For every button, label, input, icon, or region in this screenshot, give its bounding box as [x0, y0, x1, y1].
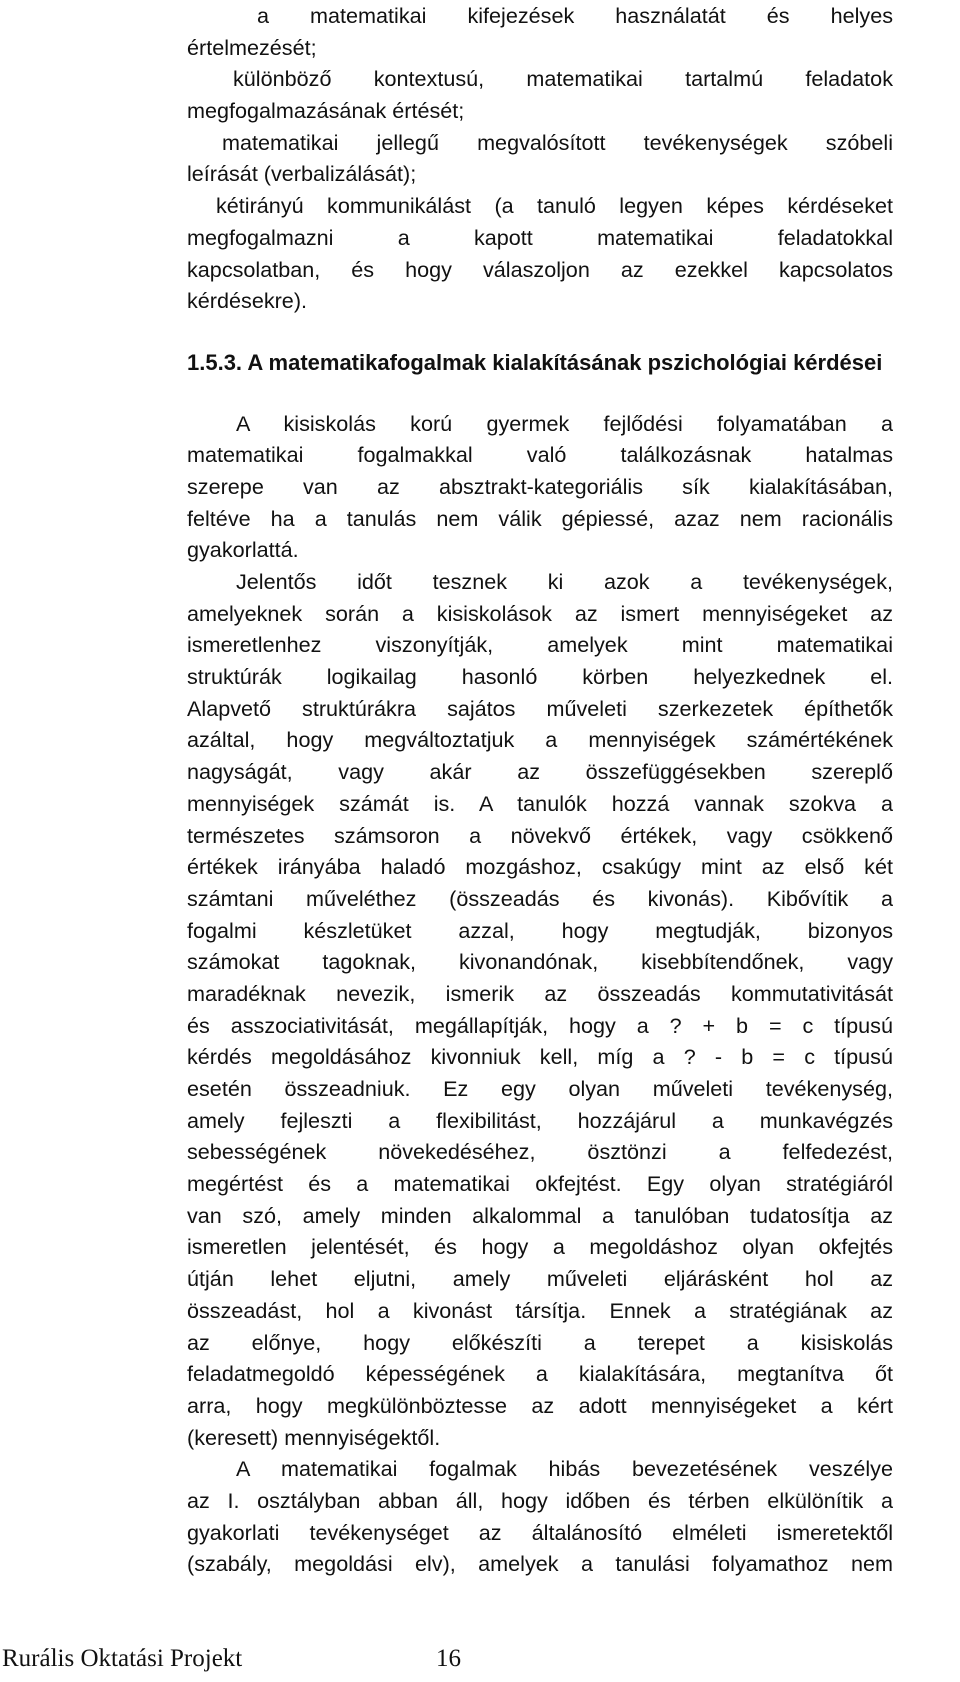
list-line: megfogalmazni a kapott matematikai feladatokkal: [187, 224, 893, 250]
body-line: fogalmi készletüket azzal, hogy megtudják, bizonyos: [187, 917, 893, 943]
body-line: (keresett) mennyiségektől.: [187, 1424, 441, 1450]
body-line: van szó, amely minden alkalommal a tanulóban tudatosítja az: [187, 1202, 893, 1228]
body-line: szerepe van az absztrakt-kategoriális sík kialakításában,: [187, 473, 893, 499]
body-line: sebességének növekedéséhez, ösztönzi a felfedezést,: [187, 1139, 893, 1165]
body-line: A matematikai fogalmak hibás bevezetésének veszélye: [236, 1456, 893, 1482]
list-line: értelmezését;: [187, 34, 317, 60]
body-line: összeadást, hol a kivonást társítja. Ennek a stratégiának az: [187, 1297, 893, 1323]
body-line: és asszociativitását, megállapítják, hogy a ? + b = c típusú: [187, 1012, 893, 1038]
body-line: számtani műveléthez (összeadás és kivonás). Kibővítik a: [187, 885, 893, 911]
body-line: gyakorlattá.: [187, 537, 299, 563]
list-line: kérdésekre).: [187, 288, 308, 314]
body-line: természetes számsoron a növekvő értékek, vagy csökkenő: [187, 822, 893, 848]
page-number: 16: [436, 1645, 461, 1672]
list-line: különböző kontextusú, matematikai tartalmú feladatok: [233, 66, 893, 92]
body-line: ismeretlen jelentését, és hogy a megoldáshoz olyan okfejtés: [187, 1234, 893, 1260]
body-line: Jelentős időt tesznek ki azok a tevékenységek,: [236, 569, 893, 595]
list-line: kétirányú kommunikálást (a tanuló legyen képes kérdéseket: [216, 193, 893, 219]
list-line: a matematikai kifejezések használatát és helyes: [257, 3, 893, 28]
body-line: amelyeknek során a kisiskolások az ismert mennyiségeket az: [187, 600, 893, 626]
body-line: mennyiségek számát is. A tanulók hozzá vannak szokva a: [187, 790, 893, 816]
body-line: matematikai fogalmakkal való találkozásnak hatalmas: [187, 442, 893, 468]
body-line: értékek irányába haladó mozgáshoz, csakúgy mint az első két: [187, 854, 893, 880]
body-line: gyakorlati tevékenységet az általánosító elméleti ismeretektől: [187, 1519, 893, 1545]
footer-title: Rurális Oktatási Projekt: [2, 1645, 243, 1672]
body-line: A kisiskolás korú gyermek fejlődési folyamatában a: [236, 410, 893, 436]
body-line: feladatmegoldó képességének a kialakítására, megtanítva őt: [187, 1361, 893, 1387]
body-line: megértést és a matematikai okfejtést. Egy olyan stratégiáról: [187, 1171, 893, 1197]
body-line: az I. osztályban abban áll, hogy időben és térben elkülönítik a: [187, 1487, 893, 1513]
body-text: [187, 408, 893, 1580]
body-line: azáltal, hogy megváltoztatjuk a mennyiségek számértékének: [187, 727, 893, 753]
body-line: Alapvető struktúrákra sajátos műveleti szerkezetek építhetők: [187, 695, 893, 721]
body-line: amely fejleszti a flexibilitást, hozzájárul a munkavégzés: [187, 1107, 893, 1133]
list-line: matematikai jellegű megvalósított tevékenységek szóbeli: [222, 129, 893, 155]
list-line: leírását (verbalizálását);: [187, 161, 417, 187]
body-line: maradéknak nevezik, ismerik az összeadás kommutativitását: [187, 980, 893, 1006]
body-line: útján lehet eljutni, amely műveleti eljárásként hol az: [187, 1266, 893, 1292]
list-line: kapcsolatban, és hogy válaszoljon az ezekkel kapcsolatos: [187, 256, 893, 282]
body-line: arra, hogy megkülönböztesse az adott mennyiségeket a kért: [187, 1392, 893, 1418]
body-line: struktúrák logikailag hasonló körben helyezkednek el.: [187, 664, 893, 690]
body-line: feltéve ha a tanulás nem válik gépiessé, azaz nem racionális: [187, 505, 893, 531]
bullet-list: [187, 0, 893, 317]
body-line: az előnye, hogy előkészíti a terepet a kisiskolás: [187, 1329, 893, 1355]
body-line: számokat tagoknak, kivonandónak, kisebbítendőnek, vagy: [187, 949, 893, 975]
body-line: (szabály, megoldási elv), amelyek a tanulási folyamathoz nem: [187, 1551, 893, 1577]
page-content: [187, 0, 893, 1580]
body-line: nagyságát, vagy akár az összefüggésekben szereplő: [187, 759, 893, 785]
body-line: ismeretlenhez viszonyítják, amelyek mint matematikai: [187, 632, 893, 658]
list-line: megfogalmazásának értését;: [187, 98, 465, 124]
body-line: esetén összeadniuk. Ez egy olyan műveleti tevékenység,: [187, 1076, 893, 1102]
body-line: kérdés megoldásához kivonniuk kell, míg a ? - b = c típusú: [187, 1044, 893, 1070]
section-heading: 1.5.3. A matematikafogalmak kialakításának pszichológiai kérdései: [187, 349, 883, 375]
